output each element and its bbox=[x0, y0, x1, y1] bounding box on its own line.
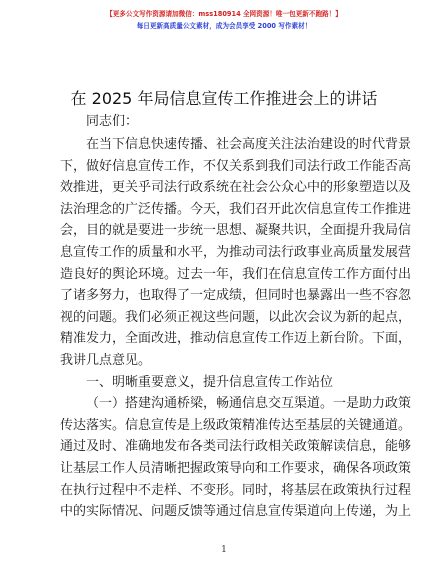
body-line: 传达落实。信息宣传是上级政策精准传达至基层的关键通道。 bbox=[60, 417, 412, 433]
body-line: 中的实际情况、问题反馈等通过信息宣传渠道向上传递，为上 bbox=[60, 504, 412, 520]
promo-banner bbox=[0, 8, 448, 32]
body-line: 在当下信息快速传播、社会高度关注法治建设的时代背景 bbox=[86, 137, 412, 152]
document-title: 在 2025 年局信息宣传工作推进会上的讲话 bbox=[70, 89, 378, 108]
promo-banner-line-2: 每日更新高质量公文素材，成为会员享受 2000 写作素材！ bbox=[136, 22, 312, 30]
body-line: 精准发力，全面改进，推动信息宣传工作迈上新台阶。下面， bbox=[60, 331, 412, 347]
promo-banner-line-1: 【更多公文写作资源请加微信：mss180914 全网资源！唯一包更新不跑路！】 bbox=[106, 10, 342, 18]
body-line: 造良好的舆论环境。过去一年，我们在信息宣传工作方面付出 bbox=[60, 266, 412, 282]
body-line: 让基层工作人员清晰把握政策导向和工作要求，确保各项政策 bbox=[60, 460, 412, 476]
page-number: 1 bbox=[221, 545, 227, 555]
body-line: 视的问题。我们必须正视这些问题，以此次会议为新的起点， bbox=[60, 309, 412, 325]
body-line: 在执行过程中不走样、不变形。同时，将基层在政策执行过程 bbox=[60, 482, 412, 498]
body-line: 了诸多努力，也取得了一定成绩，但同时也暴露出一些不容忽 bbox=[60, 288, 412, 304]
salutation: 同志们： bbox=[86, 114, 139, 129]
body-line: 会，目的就是要进一步统一思想、凝聚共识，全面提升我局信 bbox=[60, 223, 412, 239]
body-line: 通过及时、准确地发布各类司法行政相关政策解读信息，能够 bbox=[60, 439, 412, 455]
subsection-heading: （一）搭建沟通桥梁，畅通信息交互渠道。一是助力政策 bbox=[86, 396, 412, 412]
body-line: 法治理念的广泛传播。今天，我们召开此次信息宣传工作推进 bbox=[60, 201, 412, 217]
body-line: 我讲几点意见。 bbox=[60, 352, 152, 368]
document-body bbox=[60, 134, 412, 523]
body-line: 效推进，更关乎司法行政系统在社会公众心中的形象塑造以及 bbox=[60, 180, 412, 196]
body-line: 下，做好信息宣传工作，不仅关系到我们司法行政工作能否高 bbox=[60, 158, 412, 174]
body-line: 息宣传工作的质量和水平，为推动司法行政事业高质量发展营 bbox=[60, 244, 412, 260]
section-heading: 一、明晰重要意义，提升信息宣传工作站位 bbox=[86, 374, 334, 390]
